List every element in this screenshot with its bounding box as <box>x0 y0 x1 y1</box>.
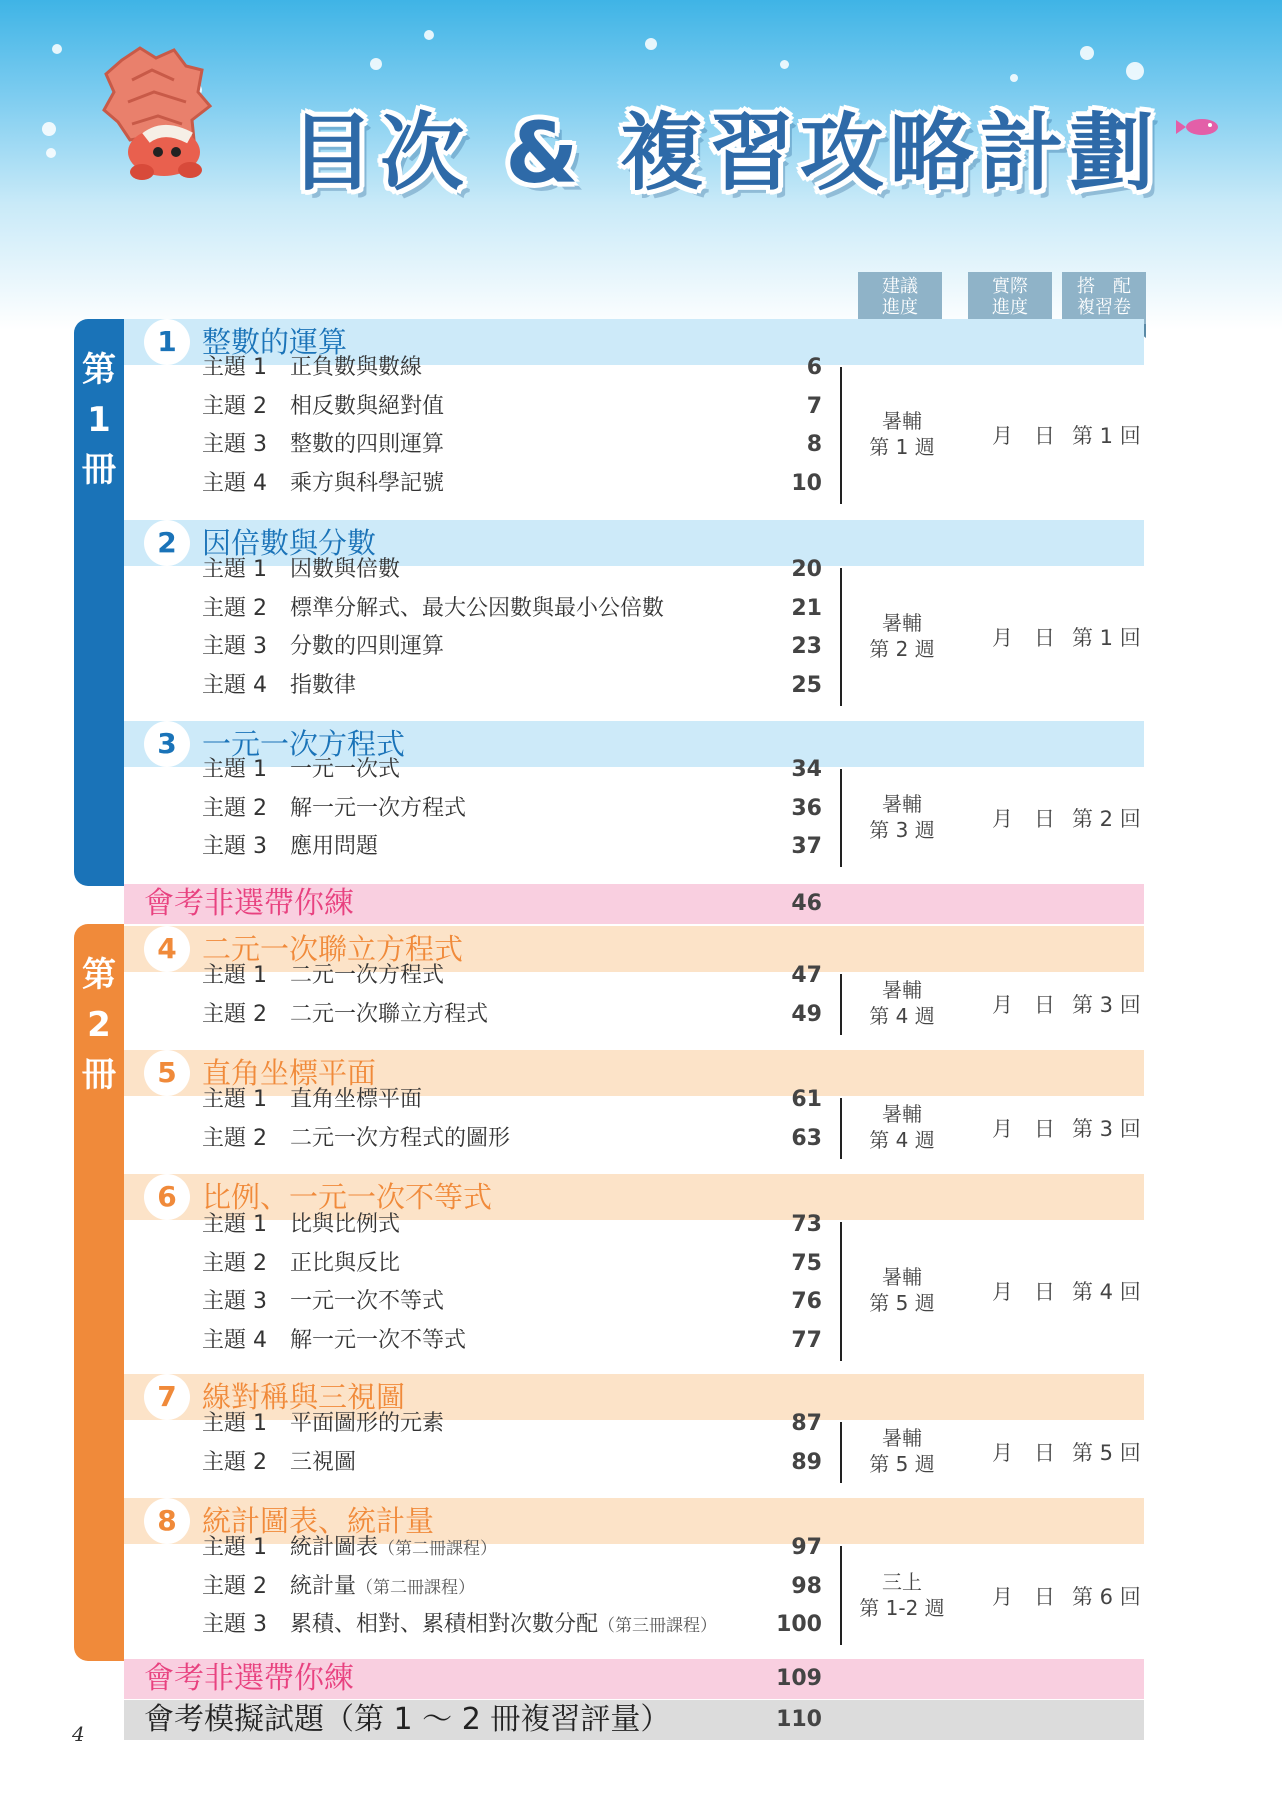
bubble-decoration <box>42 122 56 136</box>
topic-title: 統計圖表 <box>290 1535 379 1560</box>
column-divider <box>840 1222 842 1361</box>
topic-label: 主題 1 <box>202 1411 267 1436</box>
actual-date-field: 月 日 <box>992 424 1055 449</box>
topic-note: （第二冊課程） <box>378 1539 498 1559</box>
suggested-schedule <box>848 1425 956 1477</box>
actual-date-field: 月 日 <box>992 807 1055 831</box>
schedule-line: 第 2 週 <box>869 636 935 661</box>
topic-label: 主題 2 <box>202 795 267 821</box>
topic-page-number: 21 <box>791 595 822 621</box>
review-paper-number: 第 3 回 <box>1072 993 1141 1018</box>
schedule-line: 暑輔 <box>882 610 922 635</box>
topic-label: 主題 2 <box>202 1001 267 1027</box>
band-title: 會考非選帶你練 <box>144 886 354 921</box>
band-page: 109 <box>776 1666 822 1691</box>
volume-label: 第 <box>82 350 116 390</box>
topic-row <box>202 1085 422 1115</box>
schedule-line: 第 1 週 <box>869 435 935 460</box>
exam-practice-band <box>124 884 1144 924</box>
topic-label: 主題 3 <box>202 1289 267 1314</box>
topic-title: 二元一次聯立方程式 <box>290 1001 489 1027</box>
topic-row <box>202 671 356 701</box>
topic-row <box>202 1533 497 1564</box>
chapter-number: 8 <box>144 1498 190 1544</box>
actual-date-field: 月 日 <box>992 1584 1055 1609</box>
topic-title: 分數的四則運算 <box>290 634 445 659</box>
topic-label: 主題 3 <box>202 634 267 659</box>
column-divider <box>840 1098 842 1159</box>
topic-row <box>202 1210 400 1240</box>
bubble-decoration <box>1126 62 1144 80</box>
band-page: 46 <box>791 891 822 916</box>
topic-note: （第二冊課程） <box>356 1577 476 1598</box>
topic-page-number: 47 <box>791 963 822 988</box>
actual-date-field: 月 日 <box>992 1117 1055 1142</box>
topic-page-number: 23 <box>791 634 822 659</box>
topic-row <box>202 1610 717 1641</box>
exam-practice-band <box>124 1659 1144 1699</box>
review-paper-number: 第 1 回 <box>1072 625 1141 650</box>
topic-title: 平面圖形的元素 <box>290 1411 445 1436</box>
volume-1-tab <box>74 319 124 886</box>
band-title: 會考非選帶你練 <box>144 1661 354 1696</box>
schedule-line: 第 3 週 <box>869 818 935 842</box>
topic-label: 主題 3 <box>202 1612 267 1637</box>
topic-label: 主題 1 <box>202 1212 267 1237</box>
actual-date-field: 月 日 <box>992 1280 1055 1305</box>
actual-date-field: 月 日 <box>992 625 1055 650</box>
bubble-decoration <box>370 58 382 70</box>
chapter-number: 1 <box>144 319 190 365</box>
topic-label: 主題 1 <box>202 757 267 782</box>
review-paper-number: 第 1 回 <box>1072 424 1141 449</box>
actual-progress-header <box>968 272 1052 324</box>
topic-page-number: 20 <box>791 557 822 582</box>
column-divider <box>840 1546 842 1645</box>
schedule-line: 暑輔 <box>882 1426 922 1451</box>
header-line: 實際 <box>992 276 1028 297</box>
topic-row <box>202 832 378 862</box>
band-page: 110 <box>776 1707 822 1732</box>
chapter-title: 線對稱與三視圖 <box>202 1380 406 1414</box>
volume-label: 2 <box>87 1005 111 1045</box>
topic-title: 二元一次方程式的圖形 <box>290 1125 511 1151</box>
mock-exam-band <box>124 1700 1144 1740</box>
chapter-title: 一元一次方程式 <box>202 727 406 761</box>
topic-label: 主題 4 <box>202 470 267 496</box>
topic-title: 二元一次方程式 <box>290 963 445 988</box>
topic-label: 主題 1 <box>202 557 267 582</box>
topic-title: 統計量 <box>290 1573 357 1599</box>
suggested-schedule <box>848 408 956 460</box>
topic-label: 主題 2 <box>202 595 267 621</box>
bubble-decoration <box>46 148 56 158</box>
topic-page-number: 36 <box>791 795 822 821</box>
topic-row <box>202 755 400 785</box>
topic-page-number: 98 <box>791 1573 822 1599</box>
topic-row <box>202 961 444 991</box>
topic-title: 三視圖 <box>290 1449 357 1475</box>
bubble-decoration <box>1080 46 1094 60</box>
topic-title: 直角坐標平面 <box>290 1087 423 1112</box>
schedule-line: 暑輔 <box>882 978 922 1003</box>
volume-label: 1 <box>87 400 111 440</box>
topic-title: 應用問題 <box>290 834 379 859</box>
bubble-decoration <box>780 60 789 69</box>
topic-note: （第三冊課程） <box>598 1616 718 1636</box>
chapter-title: 統計圖表、統計量 <box>202 1504 435 1538</box>
bubble-decoration <box>424 30 434 40</box>
header-line: 進度 <box>992 297 1028 318</box>
review-paper-number: 第 6 回 <box>1072 1584 1141 1609</box>
topic-label: 主題 2 <box>202 1449 267 1475</box>
topic-title: 正比與反比 <box>290 1250 401 1276</box>
topic-page-number: 87 <box>791 1411 822 1436</box>
topic-page-number: 97 <box>791 1535 822 1560</box>
topic-row <box>202 392 444 422</box>
column-divider <box>840 367 842 504</box>
volume-label: 第 <box>82 955 116 995</box>
schedule-line: 暑輔 <box>882 409 922 434</box>
header-line: 進度 <box>882 297 918 318</box>
topic-page-number: 8 <box>806 432 822 457</box>
column-divider <box>840 568 842 706</box>
topic-label: 主題 3 <box>202 432 267 457</box>
topic-page-number: 76 <box>791 1289 822 1314</box>
topic-label: 主題 4 <box>202 672 267 698</box>
topic-title: 正負數與數線 <box>290 355 423 380</box>
suggested-schedule <box>848 1264 956 1316</box>
suggested-schedule <box>848 977 956 1029</box>
topic-page-number: 77 <box>791 1327 822 1353</box>
band-title: 會考模擬試題（第 1 ～ 2 冊複習評量） <box>144 1702 671 1737</box>
bubble-decoration <box>645 38 657 50</box>
topic-label: 主題 4 <box>202 1327 267 1353</box>
topic-title: 指數律 <box>290 672 357 698</box>
chapter-number: 3 <box>144 721 190 767</box>
topic-title: 乘方與科學記號 <box>290 470 445 496</box>
review-paper-number: 第 2 回 <box>1072 807 1141 831</box>
topic-label: 主題 1 <box>202 1087 267 1112</box>
volume-2-tab <box>74 924 124 1661</box>
topic-title: 整數的四則運算 <box>290 432 445 457</box>
topic-label: 主題 1 <box>202 355 267 380</box>
chapter-title: 因倍數與分數 <box>202 526 377 560</box>
bubble-decoration <box>52 44 62 54</box>
chapter-number: 4 <box>144 926 190 972</box>
topic-title: 解一元一次方程式 <box>290 795 467 821</box>
chapter-number: 2 <box>144 520 190 566</box>
topic-row <box>202 1572 475 1603</box>
review-paper-number: 第 5 回 <box>1072 1441 1141 1466</box>
topic-page-number: 10 <box>791 470 822 496</box>
review-paper-number: 第 4 回 <box>1072 1280 1141 1305</box>
topic-page-number: 100 <box>776 1612 822 1637</box>
suggested-schedule <box>848 1101 956 1153</box>
schedule-line: 第 1-2 週 <box>859 1595 945 1620</box>
topic-title: 一元一次不等式 <box>290 1289 445 1314</box>
header-line: 複習卷 <box>1077 297 1131 318</box>
topic-label: 主題 2 <box>202 1250 267 1276</box>
chapter-title: 比例、一元一次不等式 <box>202 1180 493 1214</box>
topic-label: 主題 2 <box>202 1573 267 1599</box>
topic-title: 相反數與絕對值 <box>290 393 445 419</box>
schedule-line: 三上 <box>882 1569 922 1594</box>
column-divider <box>840 974 842 1035</box>
topic-row <box>202 430 444 460</box>
hermit-crab-icon <box>82 40 222 190</box>
header-line: 搭 配 <box>1077 276 1131 297</box>
schedule-line: 暑輔 <box>882 1265 922 1290</box>
topic-page-number: 75 <box>791 1250 822 1276</box>
suggested-progress-header <box>858 272 942 324</box>
topic-title: 因數與倍數 <box>290 557 401 582</box>
topic-title: 比與比例式 <box>290 1212 401 1237</box>
topic-row <box>202 632 444 662</box>
chapter-title: 直角坐標平面 <box>202 1056 377 1090</box>
topic-row <box>202 1287 444 1317</box>
review-paper-header <box>1062 272 1146 324</box>
topic-row <box>202 1326 466 1356</box>
topic-row <box>202 555 400 585</box>
schedule-line: 暑輔 <box>882 1102 922 1127</box>
topic-title: 解一元一次不等式 <box>290 1327 467 1353</box>
header-line: 建議 <box>882 276 918 297</box>
topic-page-number: 37 <box>791 834 822 859</box>
topic-row <box>202 1249 400 1279</box>
topic-label: 主題 2 <box>202 393 267 419</box>
chapter-number: 7 <box>144 1374 190 1420</box>
topic-page-number: 6 <box>806 355 822 380</box>
topic-label: 主題 1 <box>202 1535 267 1560</box>
topic-row <box>202 353 422 383</box>
topic-page-number: 34 <box>791 757 822 782</box>
schedule-line: 第 4 週 <box>869 1004 935 1029</box>
topic-row <box>202 594 664 624</box>
column-divider <box>840 769 842 867</box>
topic-label: 主題 3 <box>202 834 267 859</box>
chapter-title: 整數的運算 <box>202 325 348 359</box>
column-divider <box>840 1422 842 1483</box>
actual-date-field: 月 日 <box>992 993 1055 1018</box>
page-number: 4 <box>72 1722 85 1746</box>
bubble-decoration <box>1010 74 1018 82</box>
schedule-line: 暑輔 <box>882 792 922 816</box>
suggested-schedule <box>848 1569 956 1621</box>
topic-row <box>202 1000 488 1030</box>
topic-title: 一元一次式 <box>290 757 401 782</box>
topic-page-number: 61 <box>791 1087 822 1112</box>
topic-page-number: 7 <box>806 393 822 419</box>
topic-row <box>202 1124 510 1154</box>
volume-label: 冊 <box>82 450 116 490</box>
actual-date-field: 月 日 <box>992 1441 1055 1466</box>
volume-label: 冊 <box>82 1055 116 1095</box>
topic-label: 主題 2 <box>202 1125 267 1151</box>
review-paper-number: 第 3 回 <box>1072 1117 1141 1142</box>
chapter-title: 二元一次聯立方程式 <box>202 932 464 966</box>
topic-page-number: 63 <box>791 1125 822 1151</box>
topic-row <box>202 469 444 499</box>
topic-row <box>202 794 466 824</box>
chapter-number: 5 <box>144 1050 190 1096</box>
topic-row <box>202 1448 356 1478</box>
topic-title: 標準分解式、最大公因數與最小公倍數 <box>290 595 665 621</box>
fish-icon <box>1172 114 1224 140</box>
chapter-number: 6 <box>144 1174 190 1220</box>
page-title: 目次 & 複習攻略計劃 <box>290 104 1160 202</box>
topic-label: 主題 1 <box>202 963 267 988</box>
topic-page-number: 25 <box>791 672 822 698</box>
suggested-schedule <box>848 610 956 662</box>
topic-row <box>202 1409 444 1439</box>
topic-page-number: 89 <box>791 1449 822 1475</box>
topic-page-number: 73 <box>791 1212 822 1237</box>
topic-title: 累積、相對、累積相對次數分配 <box>290 1612 599 1637</box>
schedule-line: 第 5 週 <box>869 1291 935 1316</box>
suggested-schedule <box>848 791 956 843</box>
schedule-line: 第 4 週 <box>869 1128 935 1153</box>
topic-page-number: 49 <box>791 1001 822 1027</box>
schedule-line: 第 5 週 <box>869 1452 935 1477</box>
